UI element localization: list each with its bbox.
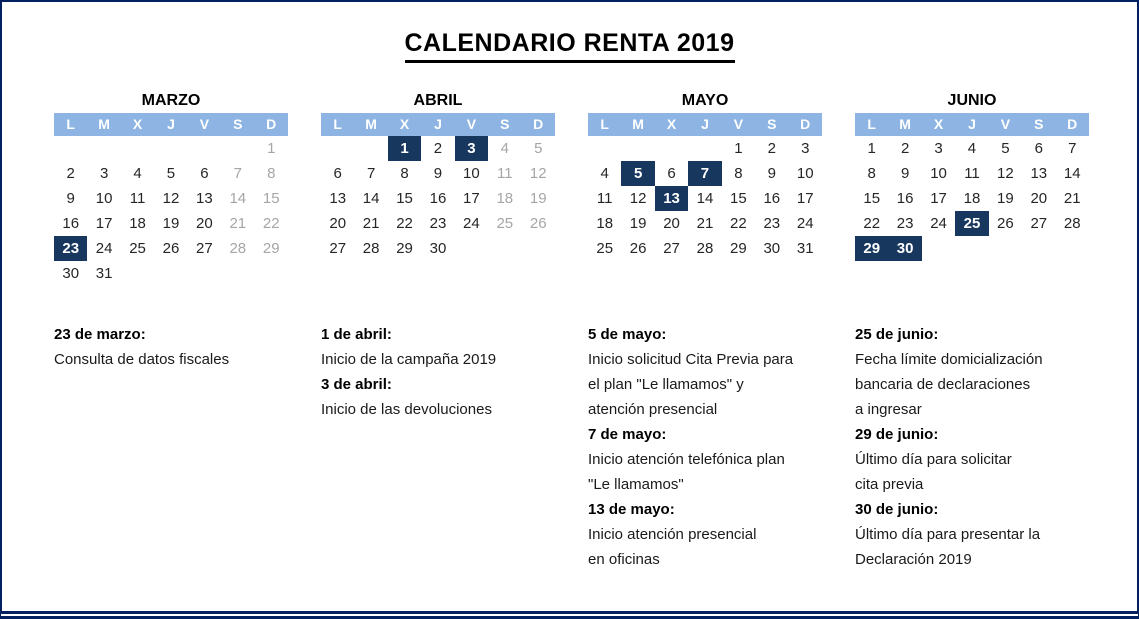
page-title: CALENDARIO RENTA 2019 bbox=[405, 29, 735, 63]
week-row bbox=[588, 161, 822, 186]
week-row bbox=[588, 211, 822, 236]
day-cell bbox=[922, 236, 955, 261]
event-day-cell: 5 bbox=[621, 161, 654, 186]
week-row bbox=[54, 211, 288, 236]
day-cell: 24 bbox=[95, 240, 113, 257]
note-date-label: 29 de junio: bbox=[855, 426, 939, 443]
day-cell: 21 bbox=[696, 215, 714, 232]
day-cell: 27 bbox=[329, 240, 347, 257]
event-day-cell: 13 bbox=[655, 186, 688, 211]
day-cell bbox=[488, 236, 521, 261]
note-text-line: Inicio atención telefónica plan bbox=[588, 451, 785, 468]
day-cell: 20 bbox=[1030, 190, 1048, 207]
weeks-grid bbox=[54, 136, 288, 286]
weeks-grid bbox=[855, 136, 1089, 286]
weekday-label: D bbox=[266, 116, 277, 132]
day-cell: 6 bbox=[667, 165, 676, 182]
day-cell: 4 bbox=[133, 165, 142, 182]
day-cell bbox=[655, 136, 688, 161]
day-cell: 8 bbox=[267, 165, 276, 182]
day-cell: 11 bbox=[129, 190, 146, 207]
day-cell: 26 bbox=[997, 215, 1014, 232]
event-day-cell: 7 bbox=[688, 161, 721, 186]
weekday-label: D bbox=[533, 116, 544, 132]
day-cell: 22 bbox=[730, 215, 747, 232]
day-cell: 14 bbox=[696, 190, 714, 207]
notes-row bbox=[2, 322, 1137, 572]
day-cell: 15 bbox=[262, 190, 280, 207]
day-cell bbox=[621, 136, 654, 161]
week-row bbox=[54, 136, 288, 161]
day-cell: 29 bbox=[730, 240, 747, 257]
weekday-label: S bbox=[233, 116, 243, 132]
day-cell: 17 bbox=[463, 190, 480, 207]
month-card bbox=[855, 91, 1089, 286]
week-row bbox=[855, 211, 1089, 236]
weekday-label: M bbox=[98, 116, 110, 132]
day-cell: 25 bbox=[129, 240, 146, 257]
note-text-line: Consulta de datos fiscales bbox=[54, 351, 230, 368]
weekday-label: L bbox=[600, 116, 609, 132]
note-text-line: Fecha límite domicialización bbox=[855, 351, 1043, 368]
day-cell: 18 bbox=[129, 215, 146, 232]
day-cell: 23 bbox=[763, 215, 781, 232]
day-cell: 27 bbox=[196, 240, 213, 257]
day-cell bbox=[354, 136, 387, 161]
weekday-label: L bbox=[333, 116, 342, 132]
day-cell: 5 bbox=[166, 165, 176, 182]
weekday-label: M bbox=[365, 116, 377, 132]
week-row bbox=[54, 186, 288, 211]
weekday-label: J bbox=[167, 116, 175, 132]
day-cell bbox=[522, 236, 555, 261]
day-cell: 27 bbox=[1030, 215, 1048, 232]
day-cell: 30 bbox=[62, 265, 80, 282]
day-cell: 19 bbox=[997, 190, 1014, 207]
day-cell: 23 bbox=[429, 215, 447, 232]
day-cell: 9 bbox=[66, 190, 75, 207]
weekday-label: M bbox=[632, 116, 644, 132]
day-cell bbox=[188, 136, 221, 161]
day-cell: 3 bbox=[99, 165, 109, 182]
day-cell: 22 bbox=[262, 215, 280, 232]
day-cell: 20 bbox=[663, 215, 680, 232]
day-cell: 21 bbox=[1063, 190, 1081, 207]
day-cell: 8 bbox=[400, 165, 409, 182]
day-cell: 5 bbox=[534, 140, 543, 157]
day-cell bbox=[188, 261, 221, 286]
day-cell: 5 bbox=[1001, 140, 1010, 157]
day-cell: 1 bbox=[734, 140, 743, 157]
note-date-label: 1 de abril: bbox=[321, 326, 392, 343]
month-card bbox=[321, 91, 555, 286]
day-cell: 4 bbox=[600, 165, 609, 182]
weekday-label: S bbox=[767, 116, 777, 132]
event-day-cell: 23 bbox=[54, 236, 87, 261]
day-cell: 15 bbox=[863, 190, 881, 207]
day-cell: 2 bbox=[433, 140, 443, 157]
day-cell: 25 bbox=[596, 240, 614, 257]
day-cell: 10 bbox=[930, 165, 947, 182]
note-text-line: Último día para solicitar bbox=[855, 451, 1012, 468]
month-title: MAYO bbox=[681, 92, 729, 109]
day-cell: 9 bbox=[767, 165, 776, 182]
weekday-label: X bbox=[399, 116, 410, 132]
month-title: MARZO bbox=[141, 92, 201, 109]
weeks-grid bbox=[321, 136, 555, 286]
weekday-label: V bbox=[199, 116, 210, 132]
day-cell: 3 bbox=[934, 140, 943, 157]
day-cell: 18 bbox=[963, 190, 981, 207]
day-cell: 22 bbox=[863, 215, 881, 232]
event-day-cell: 29 bbox=[855, 236, 888, 261]
day-cell bbox=[221, 136, 254, 161]
event-day-cell: 1 bbox=[388, 136, 421, 161]
weekday-label: X bbox=[933, 116, 944, 132]
day-cell: 11 bbox=[497, 165, 513, 182]
note-text-line: Declaración 2019 bbox=[855, 551, 972, 568]
day-cell: 8 bbox=[867, 165, 876, 182]
day-cell: 1 bbox=[867, 140, 876, 157]
day-cell: 4 bbox=[500, 140, 509, 157]
day-cell bbox=[121, 261, 154, 286]
day-cell: 10 bbox=[463, 165, 480, 182]
day-cell: 17 bbox=[796, 190, 814, 207]
month-notes bbox=[588, 322, 822, 572]
event-day-cell: 3 bbox=[455, 136, 488, 161]
day-cell: 26 bbox=[162, 240, 180, 257]
weekday-header-row bbox=[588, 113, 822, 136]
day-cell: 10 bbox=[796, 165, 814, 182]
weekday-label: J bbox=[701, 116, 709, 132]
month-title: JUNIO bbox=[947, 92, 997, 109]
day-cell bbox=[221, 261, 254, 286]
note-date-label: 5 de mayo: bbox=[588, 326, 667, 343]
note-text-line: en oficinas bbox=[588, 551, 660, 568]
weekday-header-row bbox=[855, 113, 1089, 136]
day-cell bbox=[455, 236, 488, 261]
note-text-line: Último día para presentar la bbox=[855, 526, 1041, 543]
month-notes bbox=[54, 322, 288, 572]
weekday-label: L bbox=[66, 116, 75, 132]
day-cell bbox=[989, 236, 1022, 261]
day-cell: 12 bbox=[162, 190, 180, 207]
weekday-header-row bbox=[321, 113, 555, 136]
day-cell: 19 bbox=[629, 215, 647, 232]
day-cell: 11 bbox=[964, 165, 980, 182]
weekday-label: S bbox=[1034, 116, 1044, 132]
day-cell: 19 bbox=[162, 215, 180, 232]
weekday-label: V bbox=[733, 116, 744, 132]
day-cell: 14 bbox=[362, 190, 380, 207]
note-text-line: Inicio de las devoluciones bbox=[321, 401, 492, 418]
week-row bbox=[588, 236, 822, 261]
weekday-label: V bbox=[1000, 116, 1011, 132]
day-cell: 3 bbox=[801, 140, 810, 157]
weekday-header-row bbox=[54, 113, 288, 136]
day-cell bbox=[1022, 236, 1055, 261]
day-cell: 2 bbox=[66, 165, 75, 182]
note-date-label: 13 de mayo: bbox=[588, 501, 675, 518]
day-cell: 26 bbox=[629, 240, 647, 257]
day-cell: 6 bbox=[333, 165, 342, 182]
weekday-label: S bbox=[500, 116, 510, 132]
day-cell: 4 bbox=[967, 140, 977, 157]
day-cell: 14 bbox=[1063, 165, 1081, 182]
weekday-label: V bbox=[466, 116, 477, 132]
day-cell: 13 bbox=[1030, 165, 1048, 182]
note-text-line: bancaria de declaraciones bbox=[855, 376, 1031, 393]
event-day-cell: 30 bbox=[888, 236, 921, 261]
week-row bbox=[321, 236, 555, 261]
weekday-label: L bbox=[867, 116, 876, 132]
day-cell: 28 bbox=[696, 240, 714, 257]
day-cell bbox=[154, 136, 187, 161]
month-card bbox=[588, 91, 822, 286]
day-cell: 20 bbox=[196, 215, 213, 232]
day-cell: 7 bbox=[1068, 140, 1077, 157]
note-date-label: 30 de junio: bbox=[855, 501, 939, 518]
day-cell: 21 bbox=[229, 215, 247, 232]
day-cell: 30 bbox=[429, 240, 447, 257]
day-cell bbox=[588, 136, 621, 161]
weekday-label: X bbox=[132, 116, 143, 132]
event-day-cell: 25 bbox=[955, 211, 988, 236]
week-row bbox=[54, 261, 288, 286]
day-cell: 24 bbox=[463, 215, 480, 232]
day-cell: 25 bbox=[496, 215, 514, 232]
week-row bbox=[588, 136, 822, 161]
weekday-label: J bbox=[434, 116, 442, 132]
day-cell: 19 bbox=[529, 190, 547, 207]
day-cell: 17 bbox=[930, 190, 947, 207]
day-cell bbox=[54, 136, 87, 161]
note-text-line: atención presencial bbox=[588, 401, 718, 418]
day-cell: 15 bbox=[396, 190, 413, 207]
week-row bbox=[855, 136, 1089, 161]
weekday-label: J bbox=[968, 116, 976, 132]
day-cell: 13 bbox=[329, 190, 347, 207]
day-cell: 18 bbox=[596, 215, 614, 232]
day-cell: 28 bbox=[1063, 215, 1081, 232]
day-cell: 14 bbox=[229, 190, 247, 207]
day-cell: 31 bbox=[796, 240, 814, 257]
title-wrap bbox=[2, 29, 1137, 63]
day-cell: 10 bbox=[95, 190, 113, 207]
weekday-label: D bbox=[800, 116, 811, 132]
day-cell: 2 bbox=[900, 140, 910, 157]
day-cell: 17 bbox=[95, 215, 113, 232]
note-date-label: 23 de marzo: bbox=[54, 326, 146, 343]
day-cell: 12 bbox=[529, 165, 547, 182]
week-row bbox=[855, 236, 1089, 261]
note-text-line: Inicio solicitud Cita Previa para bbox=[588, 351, 794, 368]
day-cell: 18 bbox=[496, 190, 514, 207]
day-cell: 12 bbox=[629, 190, 647, 207]
day-cell: 29 bbox=[262, 240, 280, 257]
day-cell bbox=[87, 136, 120, 161]
day-cell bbox=[255, 261, 288, 286]
day-cell: 6 bbox=[1034, 140, 1043, 157]
day-cell: 12 bbox=[997, 165, 1014, 182]
day-cell: 27 bbox=[663, 240, 680, 257]
day-cell: 29 bbox=[396, 240, 413, 257]
day-cell: 21 bbox=[362, 215, 380, 232]
note-date-label: 25 de junio: bbox=[855, 326, 939, 343]
day-cell: 28 bbox=[229, 240, 247, 257]
note-date-label: 3 de abril: bbox=[321, 376, 392, 393]
day-cell: 22 bbox=[396, 215, 413, 232]
note-text-line: Inicio atención presencial bbox=[588, 526, 757, 543]
weeks-grid bbox=[588, 136, 822, 286]
day-cell: 8 bbox=[734, 165, 743, 182]
day-cell: 2 bbox=[767, 140, 776, 157]
week-row bbox=[855, 186, 1089, 211]
note-date-label: 7 de mayo: bbox=[588, 426, 667, 443]
day-cell: 16 bbox=[763, 190, 781, 207]
day-cell bbox=[121, 136, 154, 161]
day-cell: 26 bbox=[529, 215, 547, 232]
day-cell bbox=[955, 236, 988, 261]
day-cell bbox=[1056, 236, 1089, 261]
day-cell: 11 bbox=[596, 190, 613, 207]
day-cell: 24 bbox=[796, 215, 814, 232]
month-notes bbox=[321, 322, 555, 572]
day-cell: 7 bbox=[366, 165, 376, 182]
week-row bbox=[588, 186, 822, 211]
month-card bbox=[54, 91, 288, 286]
weekday-label: D bbox=[1067, 116, 1078, 132]
note-text-line: a ingresar bbox=[855, 401, 922, 418]
months-row bbox=[2, 91, 1137, 286]
day-cell: 7 bbox=[233, 165, 242, 182]
day-cell bbox=[688, 136, 721, 161]
week-row bbox=[54, 236, 288, 261]
day-cell: 6 bbox=[200, 165, 209, 182]
week-row bbox=[321, 186, 555, 211]
month-title: ABRIL bbox=[413, 92, 463, 109]
note-text-line: "Le llamamos" bbox=[588, 476, 684, 493]
day-cell: 9 bbox=[900, 165, 910, 182]
day-cell: 16 bbox=[896, 190, 914, 207]
day-cell: 16 bbox=[429, 190, 447, 207]
note-text-line: el plan "Le llamamos" y bbox=[588, 376, 744, 393]
day-cell: 28 bbox=[362, 240, 380, 257]
day-cell bbox=[154, 261, 187, 286]
day-cell: 23 bbox=[896, 215, 914, 232]
week-row bbox=[321, 211, 555, 236]
day-cell: 24 bbox=[930, 215, 947, 232]
day-cell: 16 bbox=[62, 215, 80, 232]
week-row bbox=[54, 161, 288, 186]
day-cell: 31 bbox=[95, 265, 113, 282]
week-row bbox=[321, 161, 555, 186]
day-cell: 15 bbox=[730, 190, 747, 207]
month-notes bbox=[855, 322, 1089, 572]
weekday-label: X bbox=[666, 116, 677, 132]
day-cell: 30 bbox=[763, 240, 781, 257]
week-row bbox=[855, 161, 1089, 186]
note-text-line: Inicio de la campaña 2019 bbox=[321, 351, 497, 368]
day-cell: 13 bbox=[196, 190, 213, 207]
day-cell: 1 bbox=[267, 140, 276, 157]
day-cell: 9 bbox=[433, 165, 443, 182]
week-row bbox=[321, 136, 555, 161]
day-cell bbox=[321, 136, 354, 161]
weekday-label: M bbox=[899, 116, 911, 132]
note-text-line: cita previa bbox=[855, 476, 924, 493]
day-cell: 20 bbox=[329, 215, 347, 232]
